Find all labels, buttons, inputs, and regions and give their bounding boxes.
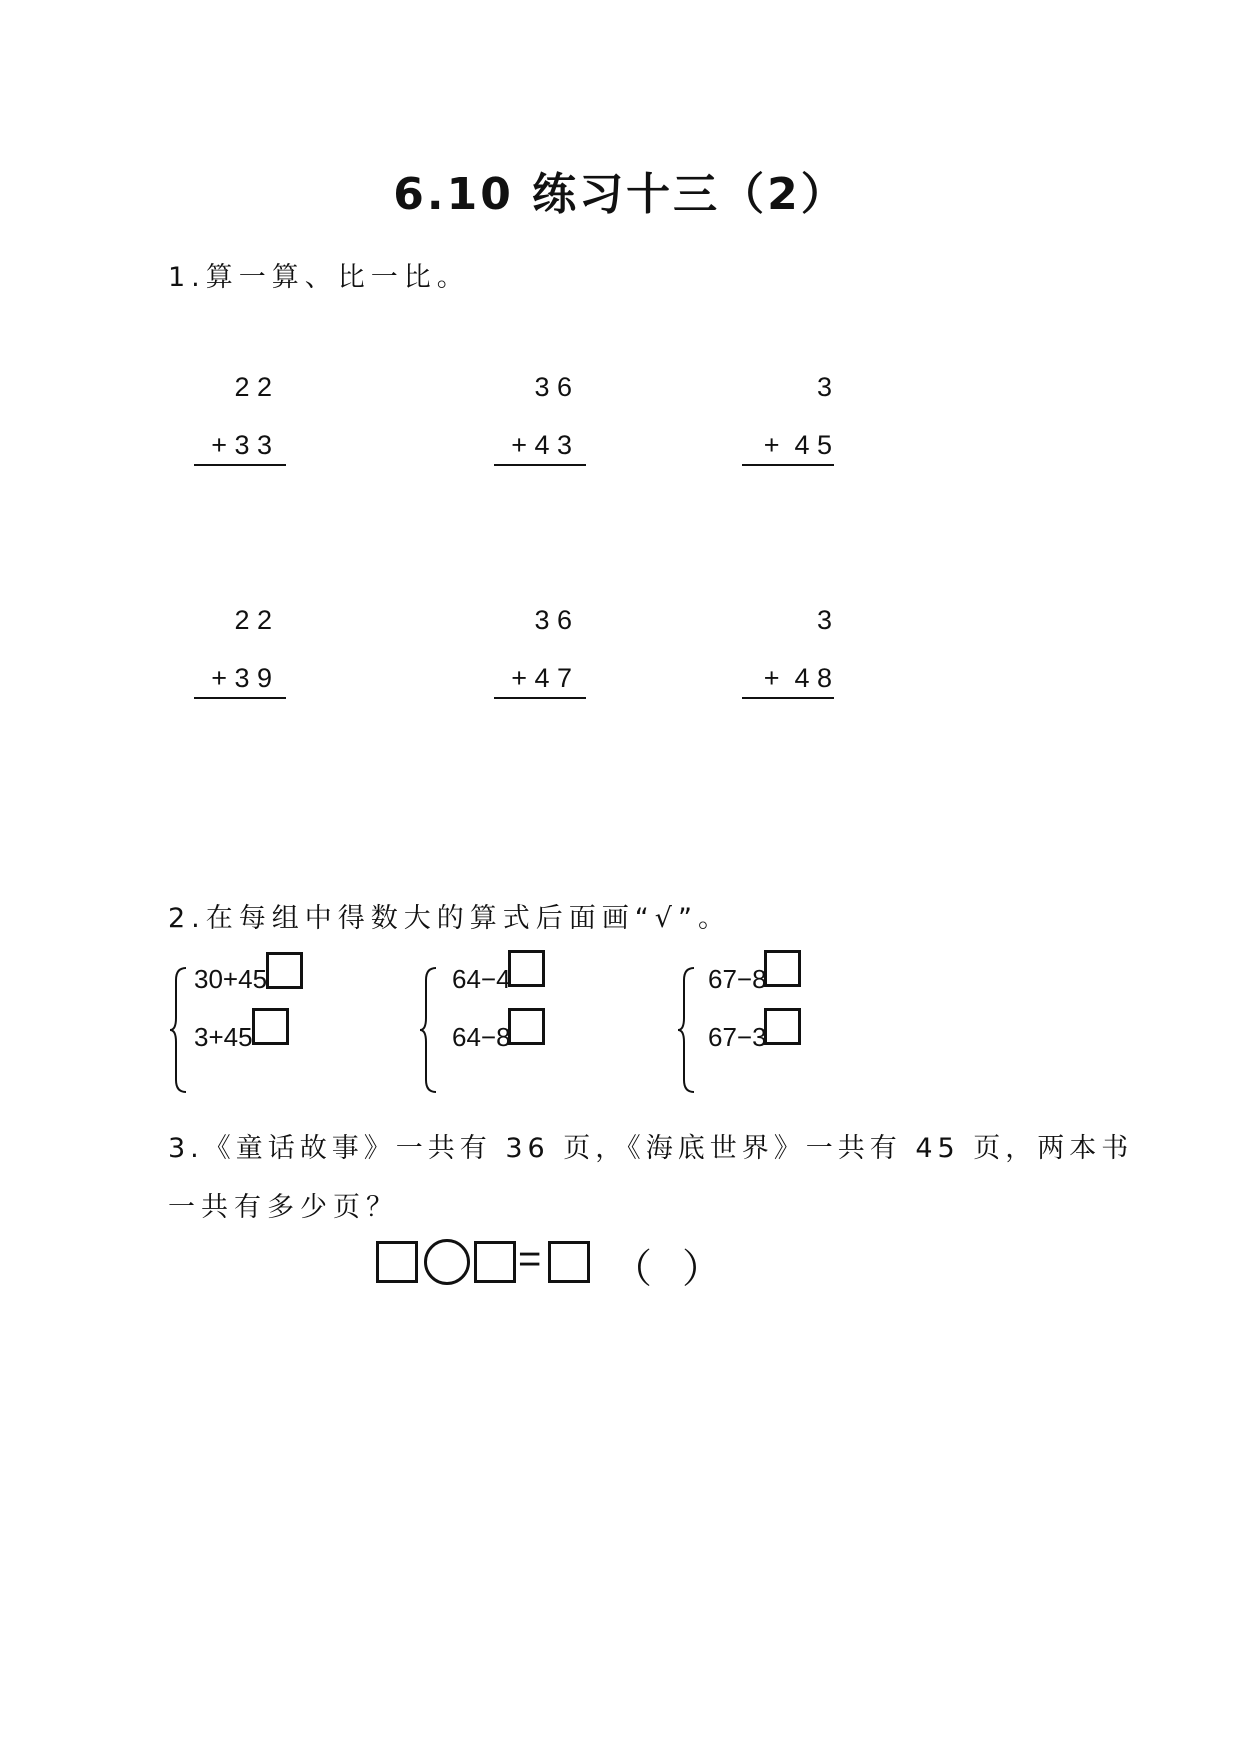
answer-line [494, 697, 586, 699]
answer-line [742, 697, 834, 699]
addend-bottom: + 4 8 [763, 663, 832, 693]
compare-group-1 [168, 948, 328, 1096]
answer-line [194, 697, 286, 699]
equation-template [376, 1235, 726, 1295]
question-2-prompt: 2.在每组中得数大的算式后面画“√”。 [168, 903, 731, 934]
vertical-addition-6 [738, 605, 834, 700]
unit-paren-open: （ [612, 1247, 652, 1291]
answer-box-b[interactable] [764, 1008, 801, 1045]
addend-top: 3 [816, 605, 832, 635]
equals-sign: = [518, 1237, 542, 1281]
answer-line [194, 464, 286, 466]
left-brace-icon [676, 966, 698, 1094]
addend-bottom: + 4 5 [763, 430, 832, 460]
expression-b: 3+45 [194, 1022, 253, 1052]
unit-paren-close: ） [682, 1247, 722, 1291]
answer-box-a[interactable] [508, 950, 545, 987]
addend-bottom: + 3 3 [211, 430, 272, 460]
addend-top: 3 [816, 372, 832, 402]
addend-top: 2 2 [234, 372, 272, 402]
compare-group-2 [418, 948, 578, 1096]
answer-box-a[interactable] [266, 952, 303, 989]
vertical-addition-1 [190, 372, 286, 467]
expression-a: 30+45 [194, 964, 268, 994]
addend-top: 3 6 [534, 605, 572, 635]
number-box-1[interactable] [376, 1241, 418, 1283]
answer-line [742, 464, 834, 466]
addend-top: 3 6 [534, 372, 572, 402]
left-brace-icon [418, 966, 440, 1094]
addend-top: 2 2 [234, 605, 272, 635]
page-title: 6.10 练习十三（2） [393, 169, 848, 220]
vertical-addition-4 [190, 605, 286, 700]
question-1-prompt: 1.算一算、比一比。 [168, 262, 470, 293]
answer-box-a[interactable] [764, 950, 801, 987]
operator-circle[interactable] [424, 1239, 470, 1285]
addend-bottom: + 3 9 [211, 663, 272, 693]
question-3-line-1: 3.《童话故事》一共有 36 页，《海底世界》一共有 45 页，两本书 [168, 1133, 1134, 1164]
expression-a: 67−8 [708, 964, 767, 994]
result-box[interactable] [548, 1241, 590, 1283]
compare-group-3 [676, 948, 836, 1096]
answer-box-b[interactable] [508, 1008, 545, 1045]
number-box-2[interactable] [474, 1241, 516, 1283]
vertical-addition-2 [490, 372, 586, 467]
answer-line [494, 464, 586, 466]
addend-bottom: + 4 3 [511, 430, 572, 460]
expression-b: 67−3 [708, 1022, 767, 1052]
addend-bottom: + 4 7 [511, 663, 572, 693]
left-brace-icon [168, 966, 190, 1094]
answer-box-b[interactable] [252, 1008, 289, 1045]
expression-a: 64−4 [452, 964, 511, 994]
vertical-addition-3 [738, 372, 834, 467]
vertical-addition-5 [490, 605, 586, 700]
question-3-line-2: 一共有多少页？ [168, 1192, 399, 1223]
expression-b: 64−8 [452, 1022, 511, 1052]
